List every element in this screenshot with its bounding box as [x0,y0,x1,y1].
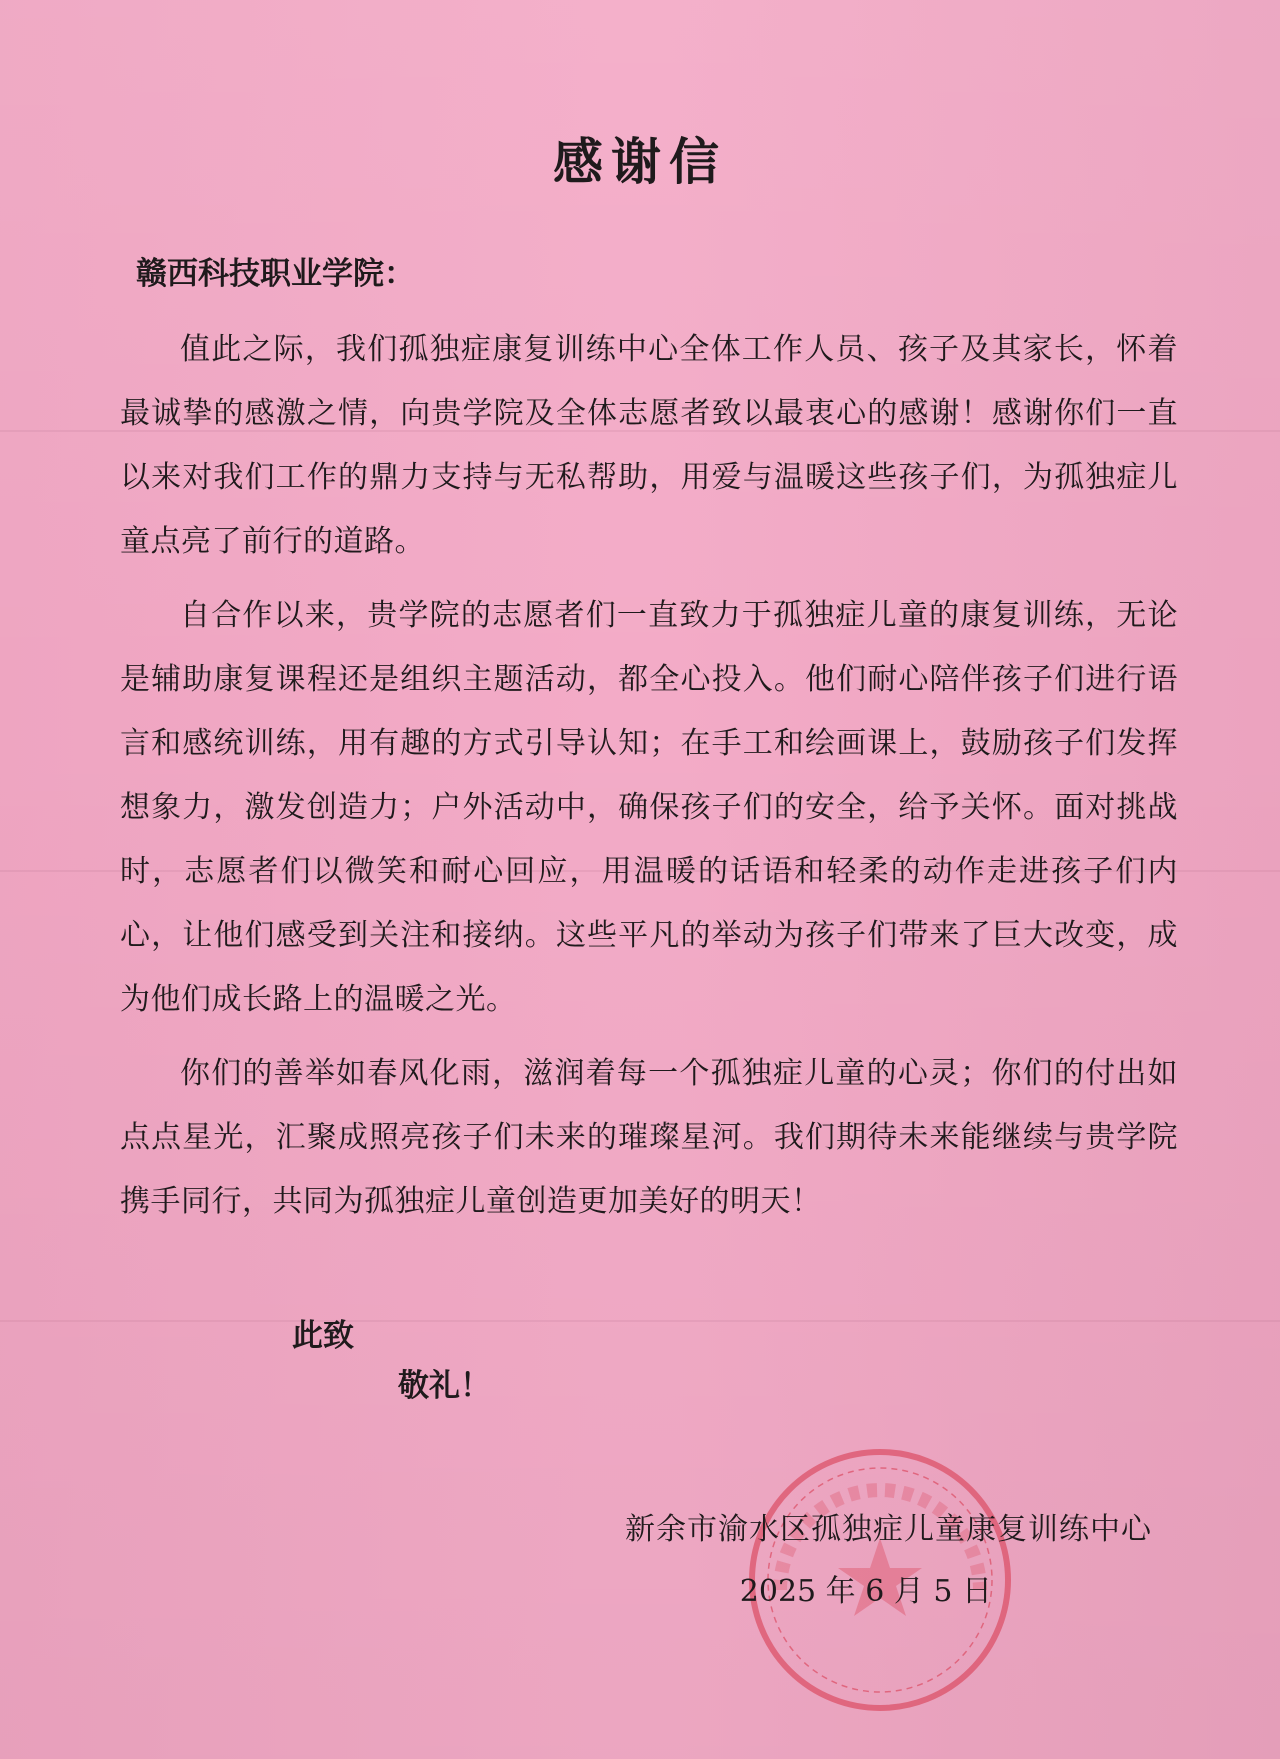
letter-date: 2025 年 6 月 5 日 [739,1574,992,1609]
letter-title: 感谢信 [553,133,727,191]
body-paragraph-1: 值此之际，我们孤独症康复训练中心全体工作人员、孩子及其家长，怀着最诚挚的感激之情，向贵学院及全体志愿者致以最衷心的感谢！感谢你们一直以来对我们工作的鼎力支持与无私帮助，用爱与温暖这些孩子们，为孤独症儿童点亮了前行的道路。 [120,332,1178,559]
paper-fold-line [0,1320,1280,1322]
closing-line-2: 敬礼！ [398,1368,491,1404]
body-paragraph-3: 你们的善举如春风化雨，滋润着每一个孤独症儿童的心灵；你们的付出如点点星光，汇聚成照亮孩子们未来的璀璨星河。我们期待未来能继续与贵学院携手同行，共同为孤独症儿童创造更加美好的明天！ [120,1056,1178,1219]
letter-salutation: 赣西科技职业学院： [136,256,415,292]
body-paragraph-2: 自合作以来，贵学院的志愿者们一直致力于孤独症儿童的康复训练，无论是辅助康复课程还是组织主题活动，都全心投入。他们耐心陪伴孩子们进行语言和感统训练，用有趣的方式引导认知；在手工和绘画课上，鼓励孩子们发挥想象力，激发创造力；户外活动中，确保孩子们的安全，给予关怀。面对挑战时，志愿者们以微笑和耐心回应，用温暖的话语和轻柔的动作走进孩子们内心，让他们感受到关注和接纳。这些平凡的举动为孩子们带来了巨大改变，成为他们成长路上的温暖之光。 [120,598,1178,1017]
closing-line-1: 此致 [292,1318,354,1354]
letter-sender: 新余市渝水区孤独症儿童康复训练中心 [625,1512,1152,1547]
letter-body [120,318,1178,1244]
